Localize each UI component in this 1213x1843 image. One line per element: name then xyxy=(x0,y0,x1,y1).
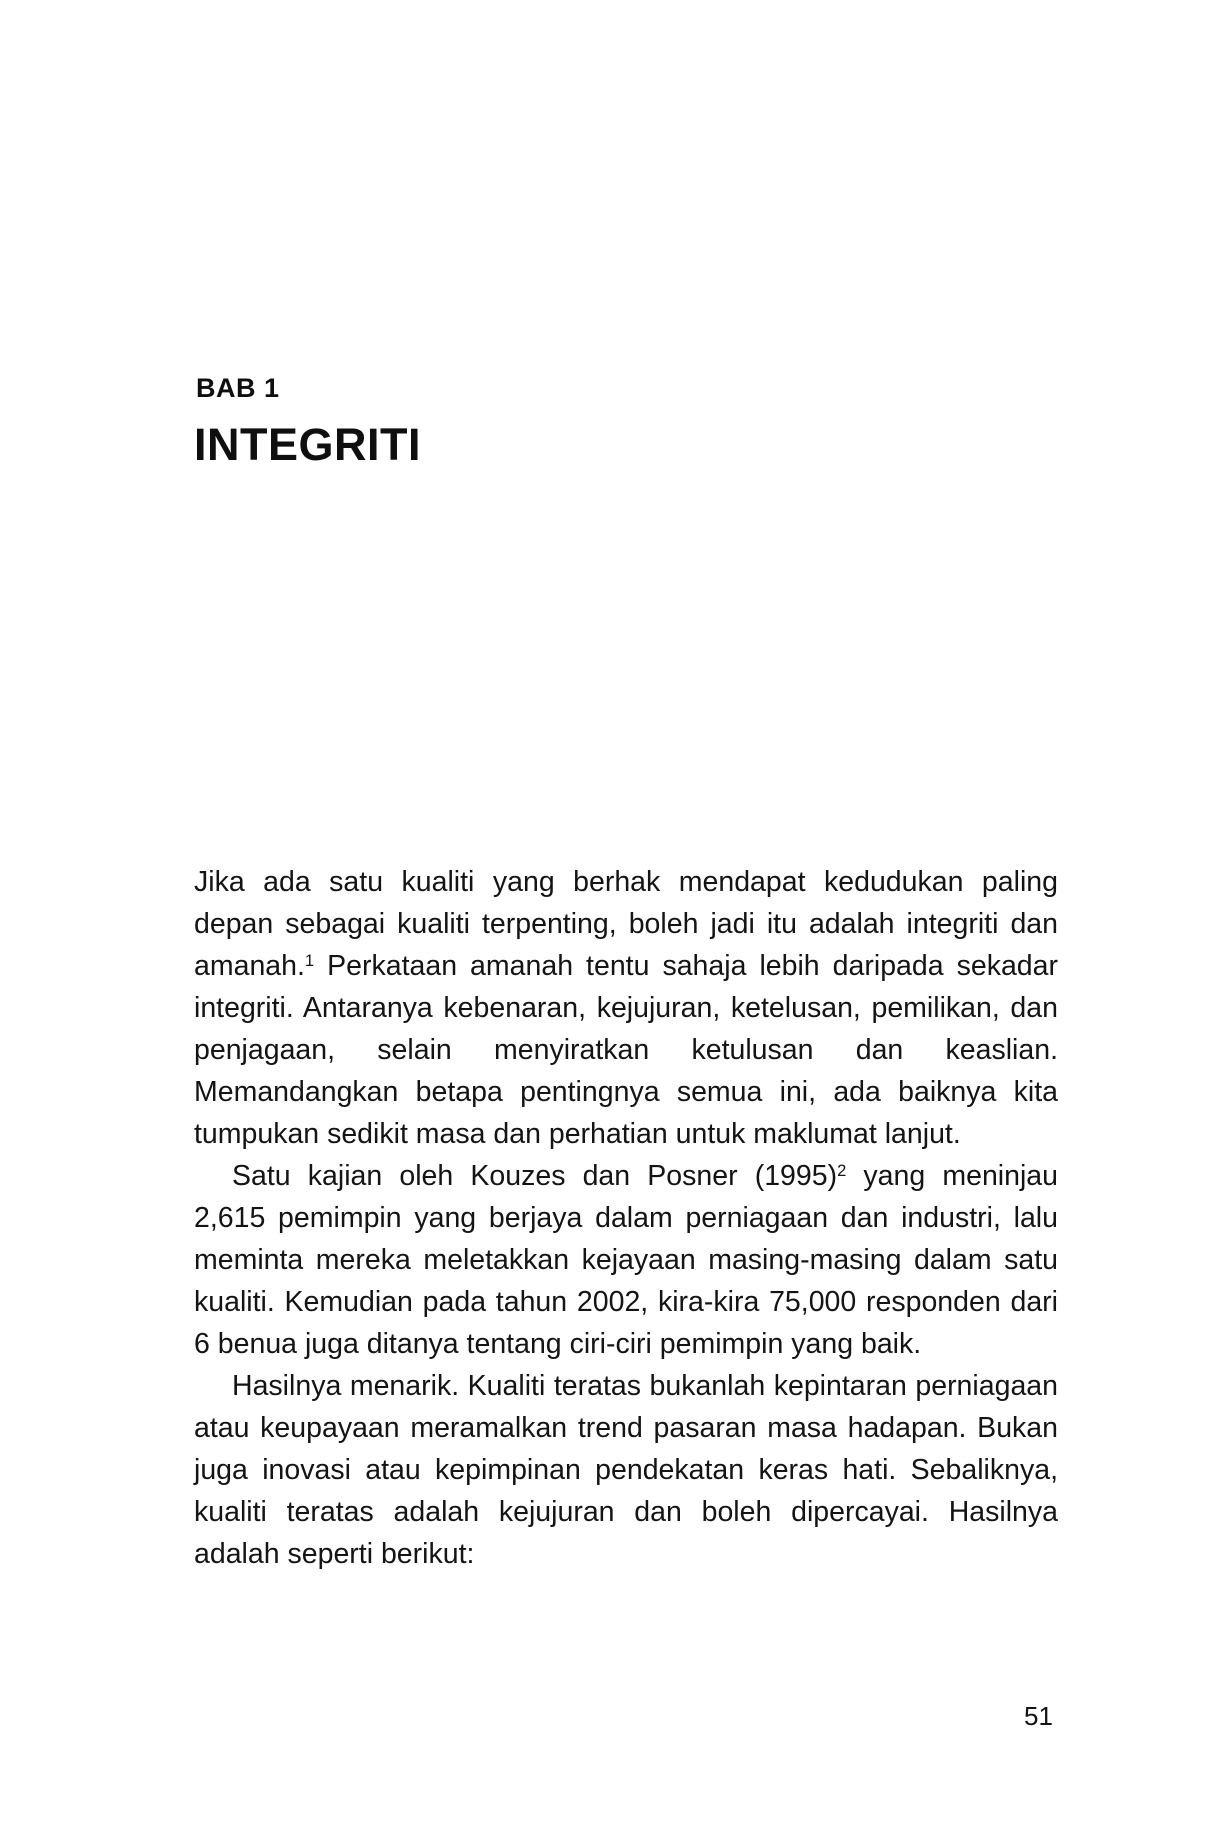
footnote-ref-1: 1 xyxy=(304,950,315,970)
paragraph-2 xyxy=(194,1155,1058,1365)
body-text xyxy=(194,861,1058,1575)
paragraph-2-text-after: yang meninjau 2,615 pemimpin yang berjaya dalam perniagaan dan industri, lalu meminta mereka meletakkan kejayaan masing-masing dalam satu kualiti. Kemudian pada tahun 2002, kira-kira 75,000 responden dari 6 benua juga ditanya tentang ciri-ciri pemimpin yang baik. xyxy=(194,1160,1059,1360)
chapter-title: INTEGRITI xyxy=(194,419,421,470)
chapter-label: BAB 1 xyxy=(196,373,280,403)
paragraph-1-text: Jika ada satu kualiti yang berhak mendapat kedudukan paling depan sebagai kualiti terpenting, boleh jadi itu adalah integriti dan amanah. xyxy=(194,866,1058,982)
paragraph-1-text-after: Perkataan amanah tentu sahaja lebih daripada sekadar integriti. Antaranya kebenaran, kejujuran, ketelusan, pemilikan, dan penjagaan, selain menyiratkan ketulusan dan keaslian. Memandangkan betapa pentingnya semua ini, ada baiknya kita tumpukan sedikit masa dan perhatian untuk maklumat lanjut. xyxy=(194,950,1058,1150)
paragraph-2-text: Satu kajian oleh Kouzes dan Posner (1995) xyxy=(232,1160,838,1192)
footnote-ref-2: 2 xyxy=(837,1160,847,1180)
paragraph-3: Hasilnya menarik. Kualiti teratas bukanlah kepintaran perniagaan atau keupayaan meramalkan trend pasaran masa hadapan. Bukan juga inovasi atau kepimpinan pendekatan keras hati. Sebaliknya, kualiti teratas adalah kejujuran dan boleh dipercayai. Hasilnya adalah seperti berikut: xyxy=(194,1370,1058,1570)
paragraph-1 xyxy=(194,861,1058,1155)
page-number: 51 xyxy=(1024,1701,1053,1731)
